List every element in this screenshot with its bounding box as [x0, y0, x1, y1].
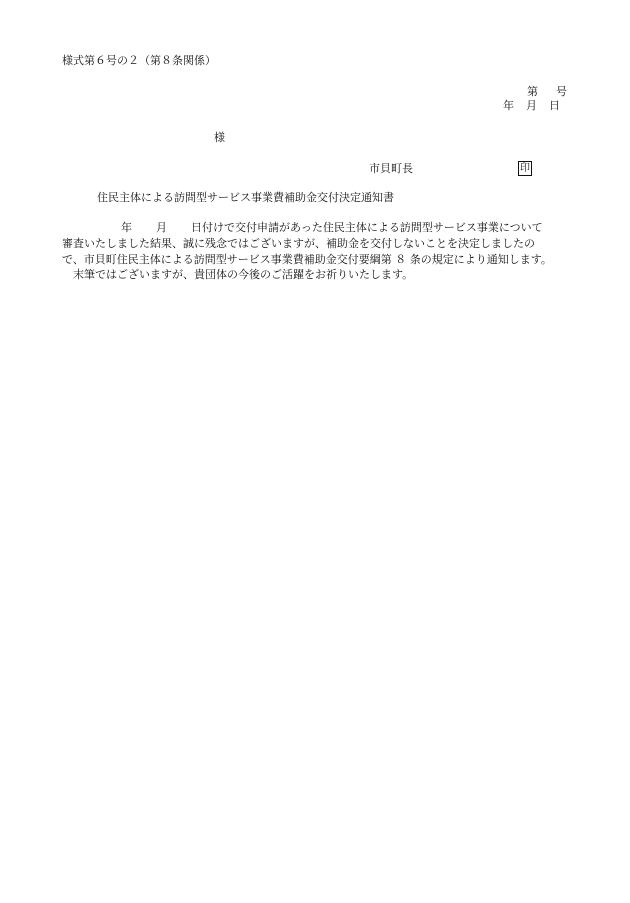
body-line-2: 審査いたしました結果、誠に残念ではございますが、補助金を交付しないことを決定しましたの	[62, 237, 535, 250]
body-year: 年	[121, 221, 132, 234]
issue-date-year: 年	[503, 99, 514, 112]
document-number-go: 号	[556, 85, 567, 98]
issue-date	[503, 99, 560, 113]
issue-date-day: 日	[549, 99, 560, 112]
body-line-4: 末筆ではございますが、貴団体の今後のご活躍をお祈りいたします。	[62, 268, 414, 281]
body-month: 月	[156, 221, 167, 234]
document-number	[527, 85, 567, 99]
body-line-3: で、市貝町住民主体による訪問型サービス事業費補助金交付要綱第 ８ 条の規定により通知します。	[62, 253, 552, 266]
body-line-1	[63, 221, 543, 235]
recipient-honorific: 様	[214, 131, 225, 144]
issue-date-month: 月	[526, 99, 537, 112]
document-number-dai: 第	[527, 85, 538, 98]
body-line-1-text: 日付けで交付申請があった住民主体による訪問型サービス事業について	[191, 221, 543, 234]
sender-name: 市貝町長	[369, 162, 413, 175]
form-number: 様式第６号の２（第８条関係）	[62, 54, 216, 67]
seal-mark: 印	[520, 163, 530, 174]
document-title: 住民主体による訪問型サービス事業費補助金交付決定通知書	[97, 191, 394, 204]
